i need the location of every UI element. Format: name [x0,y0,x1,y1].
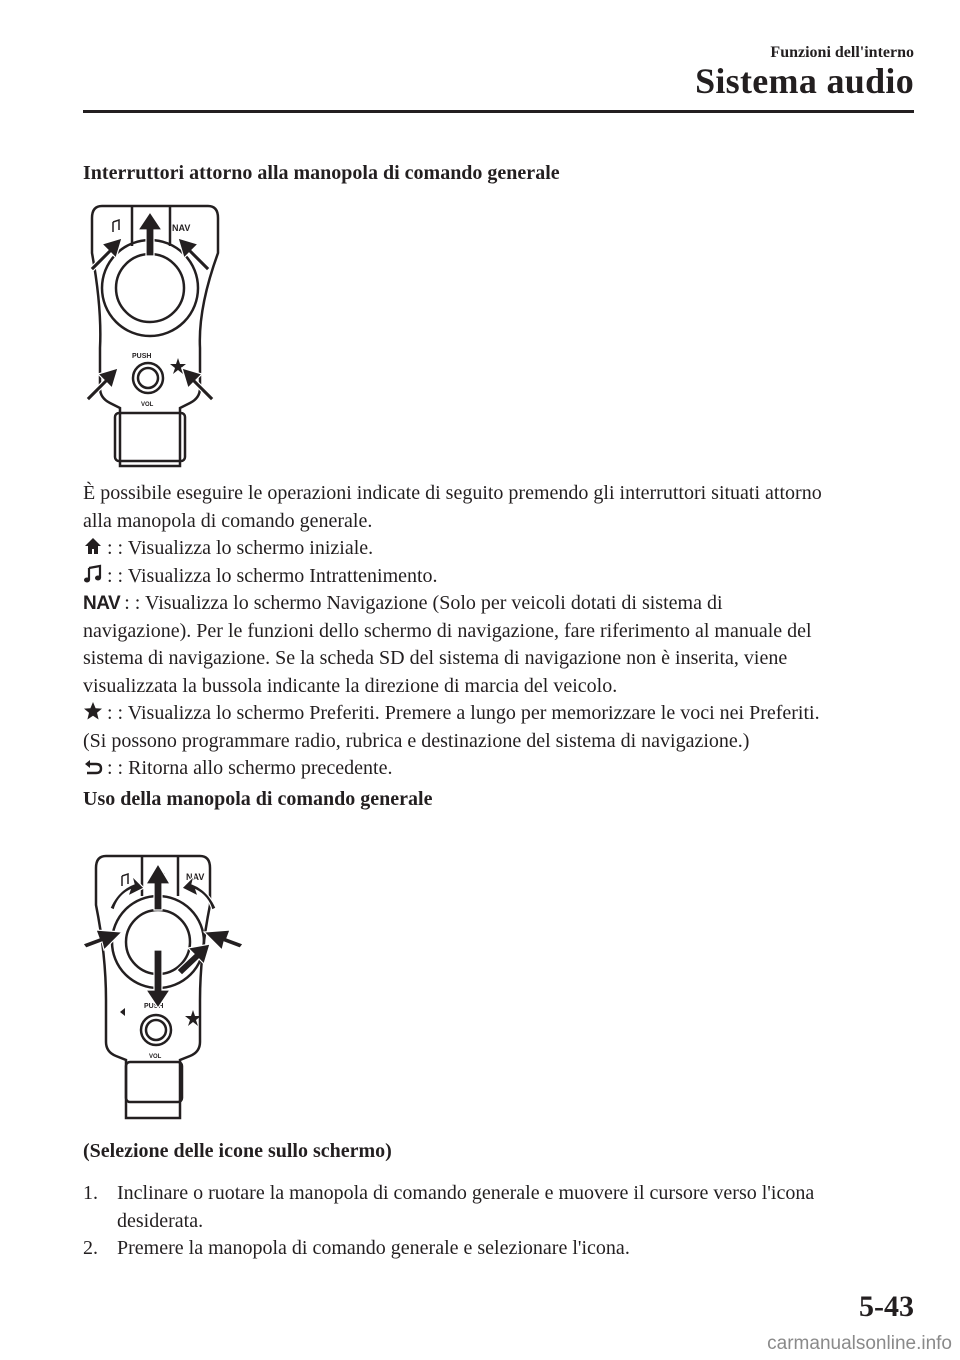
svg-text:PUSH: PUSH [132,353,152,360]
footer-watermark: carmanualsonline.info [767,1333,952,1354]
star-icon [83,701,103,721]
list-item: 2. Premere la manopola di comando generale e selezionare l'icona. [83,1237,630,1259]
list-item: 1. Inclinare o ruotare la manopola di comando generale e muovere il cursore verso l'icona desiderata. [83,1182,815,1232]
back-arrow-icon [83,756,103,776]
section-heading: Interruttori attorno alla manopola di comando generale [83,162,560,184]
commander-knob-figure [82,850,247,1130]
section-subheading: (Selezione delle icone sullo schermo) [83,1140,392,1162]
home-icon [83,536,103,556]
commander-switch-figure [80,198,230,478]
svg-text:VOL: VOL [149,1054,162,1060]
music-item: : : Visualizza lo schermo Intrattenimento. [83,563,913,591]
favorite-item: : : Visualizza lo schermo Preferiti. Premere a lungo per memorizzare le voci nei Preferiti. [83,700,913,728]
music-note-icon [83,564,103,584]
svg-text:PUSH: PUSH [144,1003,164,1010]
steps-list [83,1180,913,1263]
page-number: 5-43 [859,1290,914,1323]
nav-label: NAV [83,593,121,614]
svg-text:NAV: NAV [172,223,191,233]
header-rule [83,110,914,113]
header-section: Funzioni dell'interno [770,44,914,61]
section-heading: Uso della manopola di comando generale [83,788,433,810]
svg-text:VOL: VOL [141,402,154,408]
back-item: : : Ritorna allo schermo precedente. [83,755,913,783]
switch-list: : : Visualizza lo schermo iniziale. : : Visualizza lo schermo Intrattenimento. NAV : : Visualizza lo schermo Navigazione (Solo per veicoli dotati di sistema di navigazione). Per le funzioni dello schermo di navigazione, fare riferimento al manuale del sistema di navigazione. Se la scheda SD del sistema di navigazione non è inserita, viene visualizzata la bussola indicante la direzione di marcia del veicolo. : : Visualizza lo schermo Preferiti. Premere a lungo per memorizzare le voci nei Preferiti. (Si possono programmare radio, rubrica e destinazione del sistema di navigazione.) : : Ritorna allo schermo precedente. [83,535,913,783]
intro-paragraph: È possibile eseguire le operazioni indicate di seguito premendo gli interruttori situati attorno alla manopola di comando generale. [83,482,822,532]
home-item: : : Visualizza lo schermo iniziale. [83,535,913,563]
page-title: Sistema audio [695,61,914,101]
svg-text:NAV: NAV [186,872,205,882]
nav-item: NAV : : Visualizza lo schermo Navigazione (Solo per veicoli dotati di sistema di [83,592,723,614]
